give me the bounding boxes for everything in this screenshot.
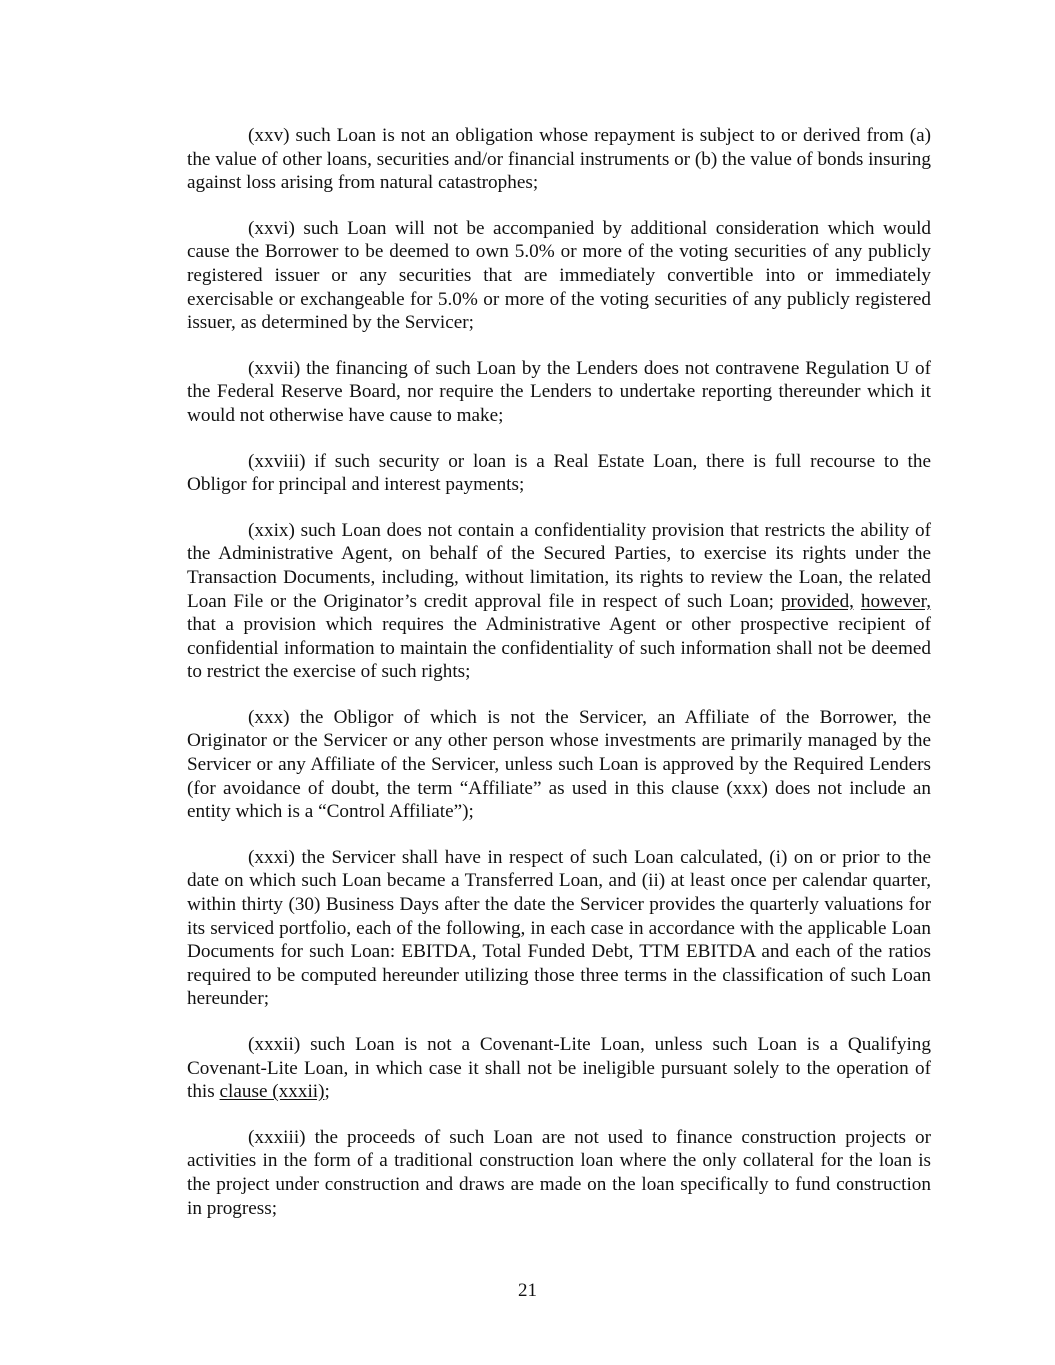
underlined-term-provided: provided, [780,590,854,612]
clause-xxxi [187,846,931,1011]
clause-text: ; [324,1081,330,1103]
clause-text: (xxvi) such Loan will not be accompanied by additional consideration which would cause the Borrower to be deemed to own 5.0% or more of the voting securities of any publicly registered issuer or any securities that are immediately convertible into or immediately exercisable or exchangeable for 5.0% or more of the voting securities of any publicly registered issuer, as determined by the Servicer; [187,217,931,334]
clause-xxviii [187,450,931,497]
underlined-clause-reference: clause (xxxii) [219,1081,325,1103]
clause-text: (xxxi) the Servicer shall have in respect of such Loan calculated, (i) on or prior to the date on which such Loan became a Transferred Loan, and (ii) at least once per calendar quarter, within thirty (30) Business Days after the date the Servicer provides the quarterly valuations for its serviced portfolio, each of the following, in each case in accordance with the applicable Loan Documents for such Loan: EBITDA, Total Funded Debt, TTM EBITDA and each of the ratios required to be computed hereunder utilizing those three terms in the classification of such Loan hereunder; [187,846,931,1010]
clause-text: (xxix) such Loan does not contain a confidentiality provision that restricts the ability of the Administrative Agent, on behalf of the Secured Parties, to exercise its rights under the Transaction Documents, including, without limitation, its rights to review the Loan, the related Loan File or the Originator’s credit approval file in respect of such Loan; [187,519,931,612]
clause-text [854,591,861,612]
underlined-term-however: however, [860,590,932,612]
clause-xxv [187,124,931,195]
clause-text: (xxxii) such Loan is not a Covenant-Lite Loan, unless such Loan is a Qualifying Covenant-Lite Loan, in which case it shall not be ineligible pursuant solely to the operation of this [187,1034,931,1103]
clause-xxvii [187,357,931,428]
clause-text: (xxviii) if such security or loan is a Real Estate Loan, there is full recourse to the Obligor for principal and interest payments; [187,450,931,496]
clause-xxxii [187,1033,931,1104]
page-number: 21 [518,1280,537,1301]
clause-xxxiii [187,1126,931,1220]
clause-text: (xxx) the Obligor of which is not the Servicer, an Affiliate of the Borrower, the Originator or the Servicer or any other person whose investments are primarily managed by the Servicer or any Affiliate of the Servicer, unless such Loan is approved by the Required Lenders (for avoidance of doubt, the term “Affiliate” as used in this clause (xxx) does not include an entity which is a “Control Affiliate”); [187,706,931,823]
clause-text: that a provision which requires the Administrative Agent or other prospective recipient of confidential information to maintain the confidentiality of such information shall not be deemed to restrict the exercise of such rights; [187,614,931,683]
clause-text: (xxvii) the financing of such Loan by the Lenders does not contravene Regulation U of the Federal Reserve Board, nor require the Lenders to undertake reporting thereunder which it would not otherwise have cause to make; [187,357,931,426]
clause-xxvi [187,217,931,335]
clause-text: (xxxiii) the proceeds of such Loan are not used to finance construction projects or activities in the form of a traditional construction loan where the only collateral for the loan is the project under construction and draws are made on the loan specifically to fund construction in progress; [187,1126,931,1219]
clause-xxix [187,519,931,684]
clause-xxx [187,706,931,824]
clause-text: (xxv) such Loan is not an obligation whose repayment is subject to or derived from (a) the value of other loans, securities and/or financial instruments or (b) the value of bonds insuring against loss arising from natural catastrophes; [187,125,931,194]
document-body [187,124,931,1242]
